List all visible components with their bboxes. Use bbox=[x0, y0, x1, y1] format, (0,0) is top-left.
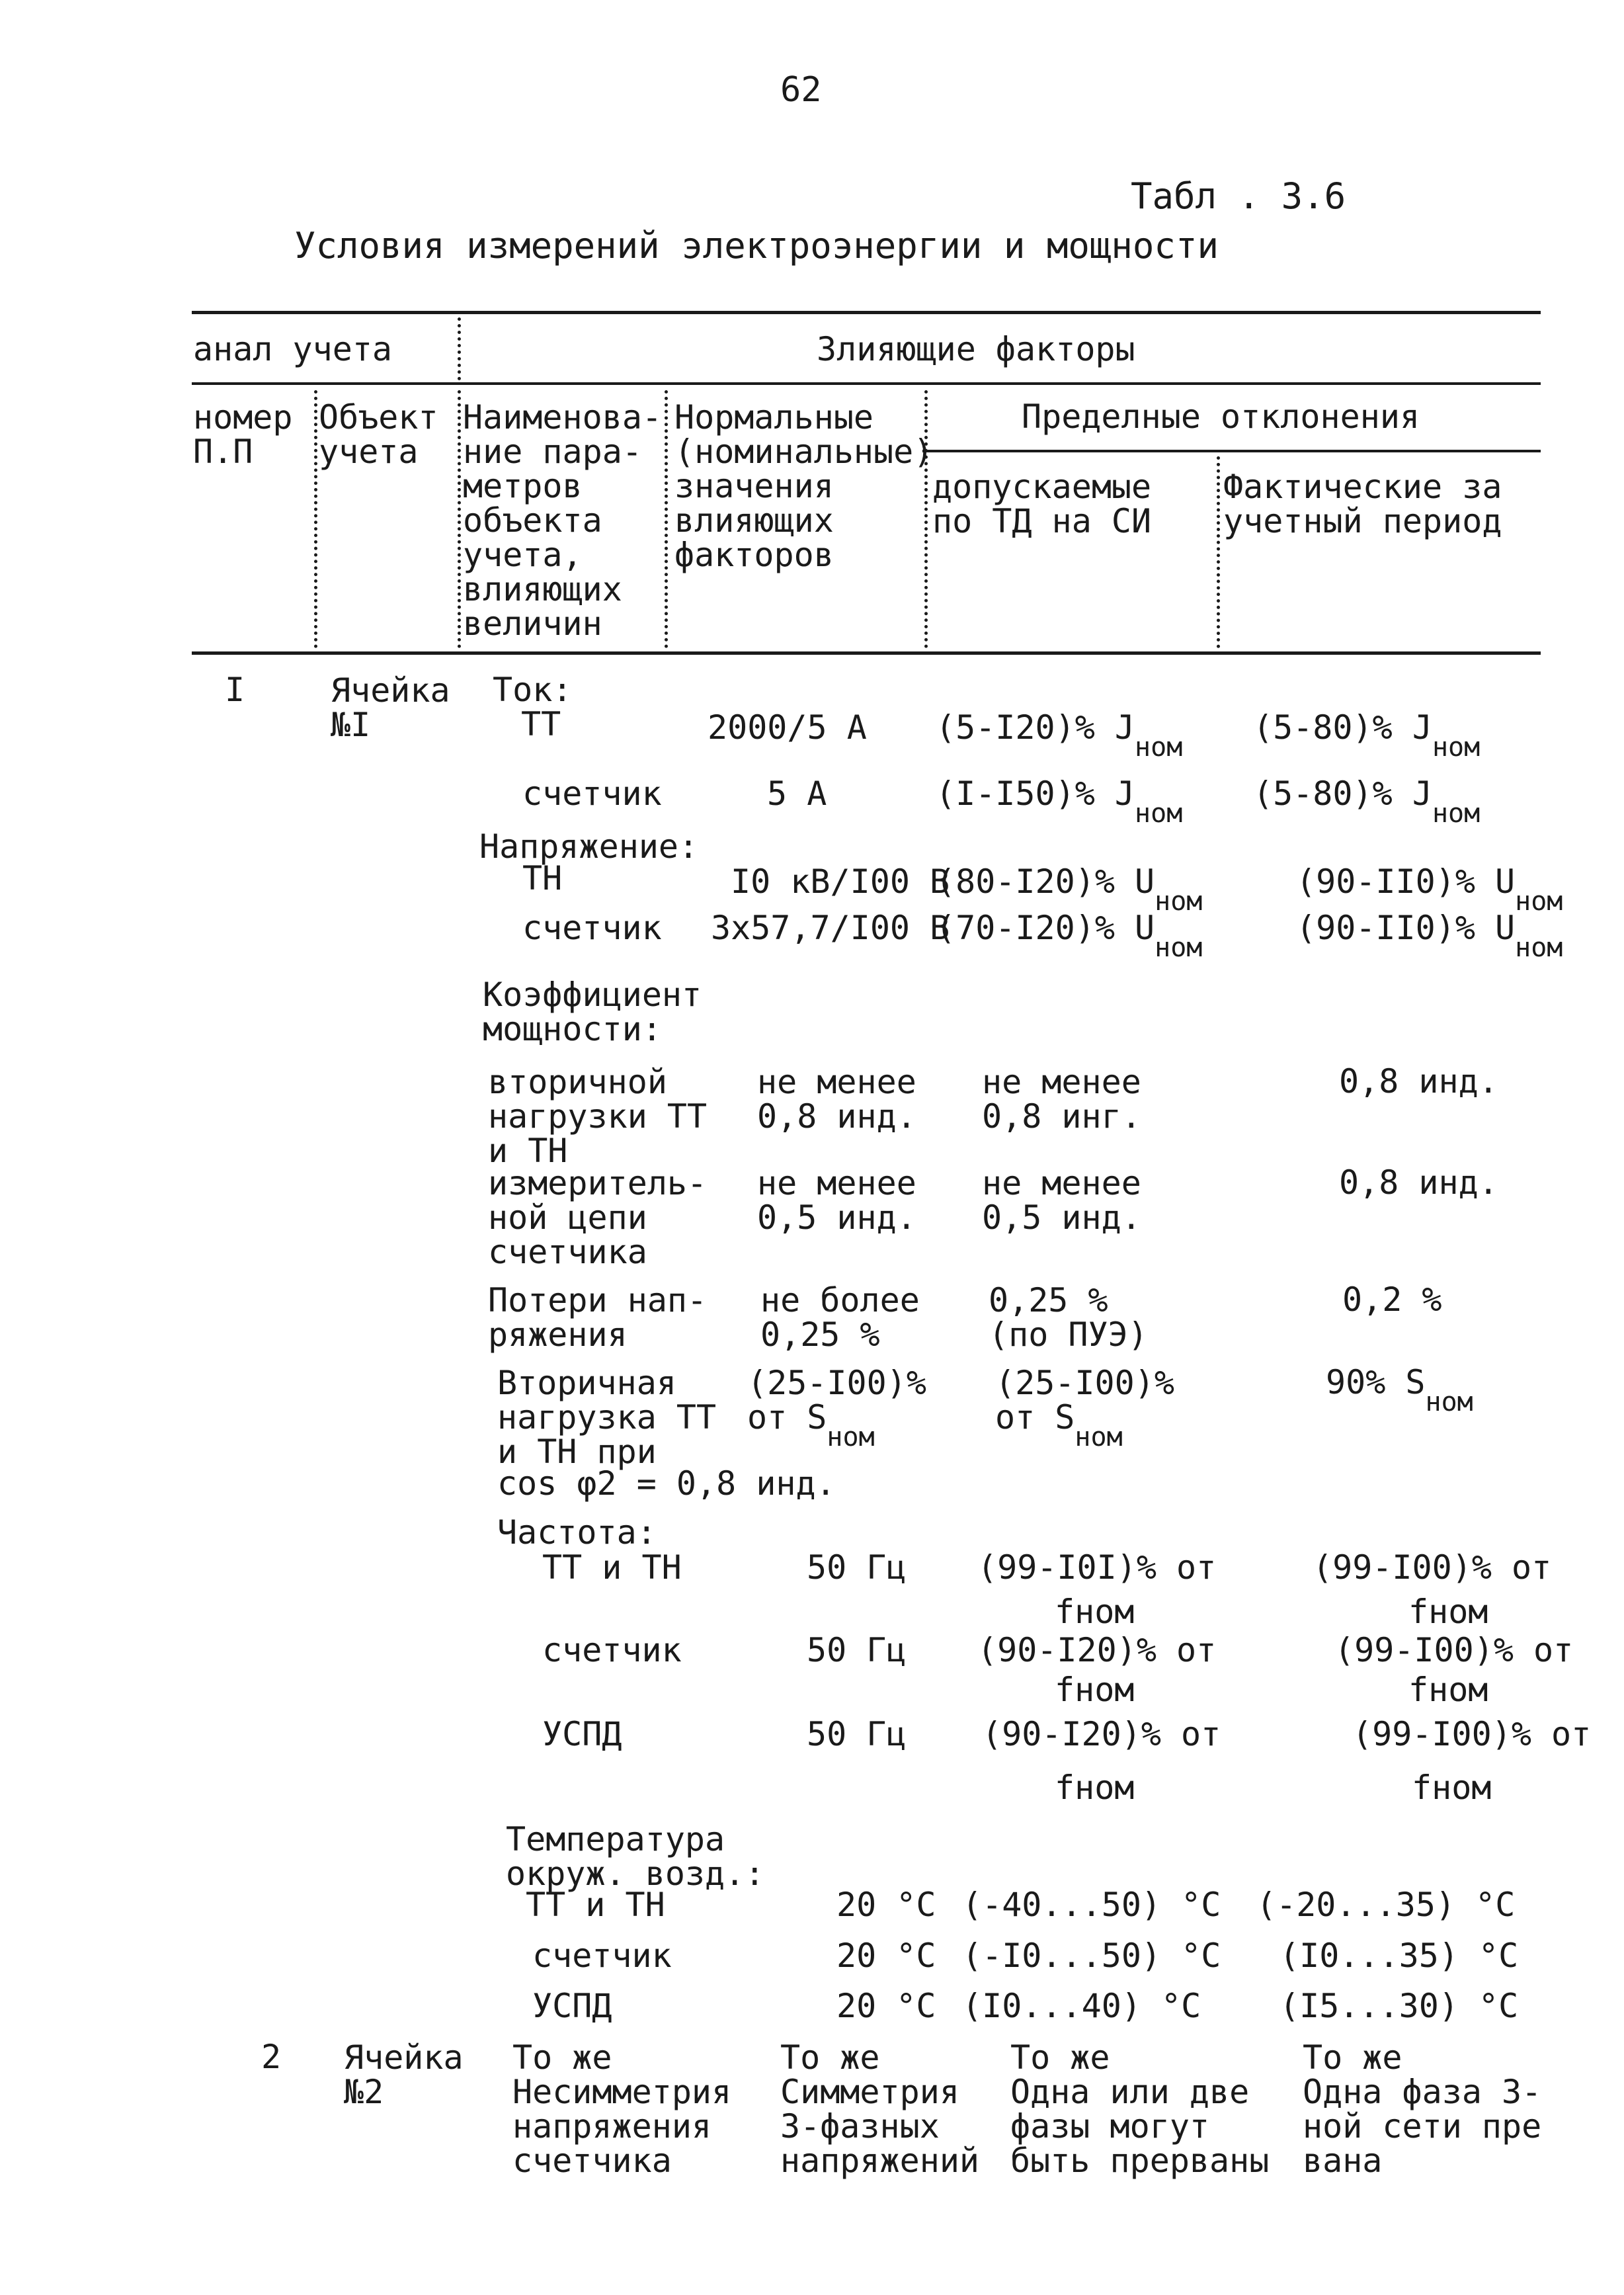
label-voltage-loss: Потери нап- ряжения bbox=[488, 1281, 708, 1354]
row1-number: I bbox=[225, 671, 245, 709]
header-channel: анал учета bbox=[193, 330, 393, 368]
freq-uspd-allowed-fnom: fном bbox=[1055, 1769, 1135, 1807]
secondary-load-actual: 0,8 инд. bbox=[1339, 1062, 1498, 1101]
meter-allowed: (I-I50)% $J_{ном}$ bbox=[936, 774, 1183, 829]
freq-uspd-actual: (99-I00)% от bbox=[1352, 1715, 1592, 1753]
header-rule-2 bbox=[922, 450, 1541, 452]
col-sep-param bbox=[458, 390, 461, 648]
secondary-burden-actual: 90% $S_{ном}$ bbox=[1326, 1363, 1473, 1417]
col-sep-norm bbox=[665, 390, 668, 648]
header-limit-dev: Пределные отклонения bbox=[1022, 397, 1420, 436]
row2-object: Ячейка №2 bbox=[344, 2038, 464, 2111]
freq-tt-allowed-fnom: fном bbox=[1055, 1593, 1135, 1631]
freq-meter-allowed: (90-I20)% от bbox=[977, 1631, 1217, 1669]
page-number: 62 bbox=[780, 70, 822, 110]
col-sep-1 bbox=[458, 317, 461, 380]
freq-uspd-allowed: (90-I20)% от bbox=[982, 1715, 1221, 1753]
temp-meter-label: счетчик bbox=[532, 1937, 672, 1975]
voltage-loss-actual: 0,2 % bbox=[1342, 1280, 1442, 1319]
label-frequency: Частота: bbox=[497, 1513, 657, 1552]
label-secondary-load: вторичной нагрузки ТТ и ТН bbox=[488, 1063, 708, 1170]
label-tn: ТН bbox=[522, 859, 563, 897]
label-meter: счетчик bbox=[522, 774, 662, 813]
meter-voltage-nominal: 3х57,7/I00 В bbox=[711, 909, 950, 947]
freq-meter-nominal: 50 Гц bbox=[807, 1631, 907, 1669]
freq-uspd-actual-fnom: fном bbox=[1412, 1769, 1492, 1807]
row1-object: Ячейка №I bbox=[331, 671, 450, 744]
meter-voltage-actual: (90-II0)% $U_{ном}$ bbox=[1296, 909, 1563, 963]
row2-nominal: То же Симметрия 3-фазных напряжений bbox=[780, 2038, 980, 2180]
secondary-burden-allowed: (25-I00)% от $S_{ном}$ bbox=[995, 1364, 1174, 1452]
voltage-loss-nominal: не более 0,25 % bbox=[760, 1281, 920, 1354]
temp-meter-actual: (I0...35) °С bbox=[1279, 1937, 1519, 1975]
label-temperature: Температура окруж. возд.: bbox=[506, 1820, 765, 1893]
row2-parameter: То же Несимметрия напряжения счетчика bbox=[512, 2038, 732, 2180]
measuring-circuit-actual: 0,8 инд. bbox=[1339, 1163, 1498, 1202]
header-object: Объект учета bbox=[319, 398, 438, 471]
label-secondary-burden: Вторичная нагрузка ТТ и ТН при bbox=[497, 1364, 717, 1471]
measuring-circuit-nominal: не менее 0,5 инд. bbox=[757, 1164, 916, 1237]
secondary-load-allowed: не менее 0,8 инг. bbox=[982, 1063, 1141, 1136]
tt-actual: (5-80)% $J_{ном}$ bbox=[1253, 708, 1481, 763]
page-title: Условия измерений электроэнергии и мощности bbox=[294, 225, 1219, 267]
temp-uspd-allowed: (I0...40) °С bbox=[962, 1987, 1201, 2025]
temp-tt-nominal: 20 °С bbox=[836, 1886, 936, 1924]
tn-nominal: I0 кВ/I00 В bbox=[731, 862, 950, 901]
tt-allowed: (5-I20)% $J_{ном}$ bbox=[936, 708, 1183, 763]
header-param-name: Наименова- ние пара- метров объекта учета, влияющих величин bbox=[463, 398, 663, 643]
meter-actual: (5-80)% $J_{ном}$ bbox=[1253, 774, 1481, 829]
meter-voltage-allowed: (70-I20)% $U_{ном}$ bbox=[936, 909, 1203, 963]
table-top-rule bbox=[192, 311, 1541, 314]
temp-tt-label: ТТ и ТН bbox=[526, 1886, 665, 1924]
temp-uspd-label: УСПД bbox=[532, 1987, 612, 2025]
col-sep-obj bbox=[314, 390, 317, 648]
tn-allowed: (80-I20)% $U_{ном}$ bbox=[936, 862, 1203, 917]
temp-meter-allowed: (-I0...50) °С bbox=[962, 1937, 1221, 1975]
temp-uspd-actual: (I5...30) °С bbox=[1279, 1987, 1519, 2025]
header-allowed: допускаемые по ТД на СИ bbox=[932, 468, 1152, 540]
tt-nominal: 2000/5 А bbox=[708, 708, 867, 747]
temp-tt-actual: (-20...35) °С bbox=[1256, 1886, 1516, 1924]
row2-allowed: То же Одна или две фазы могут быть прерваны bbox=[1010, 2038, 1270, 2180]
measuring-circuit-allowed: не менее 0,5 инд. bbox=[982, 1164, 1141, 1237]
label-power-factor: Коэффициент мощности: bbox=[483, 976, 702, 1048]
label-meter-voltage: счетчик bbox=[522, 909, 662, 947]
row2-number: 2 bbox=[261, 2038, 282, 2076]
freq-uspd-nominal: 50 Гц bbox=[807, 1715, 907, 1753]
header-number: номер П.П bbox=[193, 398, 293, 471]
temp-tt-allowed: (-40...50) °С bbox=[962, 1886, 1221, 1924]
header-rule-1 bbox=[192, 382, 1541, 385]
freq-tt-label: ТТ и ТН bbox=[542, 1548, 682, 1587]
header-actual: Фактические за учетный период bbox=[1223, 468, 1502, 540]
freq-tt-allowed: (99-I0I)% от bbox=[977, 1548, 1217, 1587]
freq-meter-allowed-fnom: fном bbox=[1055, 1671, 1135, 1709]
temp-meter-nominal: 20 °С bbox=[836, 1937, 936, 1975]
voltage-loss-allowed: 0,25 % (по ПУЭ) bbox=[989, 1281, 1148, 1354]
label-measuring-circuit: измеритель- ной цепи счетчика bbox=[488, 1164, 708, 1271]
freq-meter-actual-fnom: fном bbox=[1408, 1671, 1488, 1709]
freq-tt-nominal: 50 Гц bbox=[807, 1548, 907, 1587]
label-voltage: Напряжение: bbox=[479, 827, 699, 866]
freq-uspd-label: УСПД bbox=[542, 1715, 622, 1753]
label-current: Ток: bbox=[493, 671, 573, 709]
freq-tt-actual-fnom: fном bbox=[1408, 1593, 1488, 1631]
tn-actual: (90-II0)% $U_{ном}$ bbox=[1296, 862, 1563, 917]
row2-actual: То же Одна фаза 3- ной сети пре вана bbox=[1303, 2038, 1542, 2180]
secondary-burden-cos: cos φ2 = 0,8 инд. bbox=[497, 1464, 836, 1503]
header-factors: Злияющие факторы bbox=[817, 330, 1135, 368]
secondary-load-nominal: не менее 0,8 инд. bbox=[757, 1063, 916, 1136]
header-normal-values: Нормальные (номинальные) значения влияющих факторов bbox=[674, 398, 934, 574]
freq-tt-actual: (99-I00)% от bbox=[1313, 1548, 1552, 1587]
secondary-burden-nominal: (25-I00)% от $S_{ном}$ bbox=[747, 1364, 926, 1452]
label-tt: ТТ bbox=[521, 705, 561, 743]
header-bottom-rule bbox=[192, 651, 1541, 655]
meter-nominal: 5 А bbox=[767, 774, 827, 813]
freq-meter-actual: (99-I00)% от bbox=[1334, 1631, 1574, 1669]
freq-meter-label: счетчик bbox=[542, 1631, 682, 1669]
temp-uspd-nominal: 20 °С bbox=[836, 1987, 936, 2025]
col-sep-actual bbox=[1217, 456, 1220, 648]
table-label: Табл . 3.6 bbox=[1131, 175, 1346, 217]
